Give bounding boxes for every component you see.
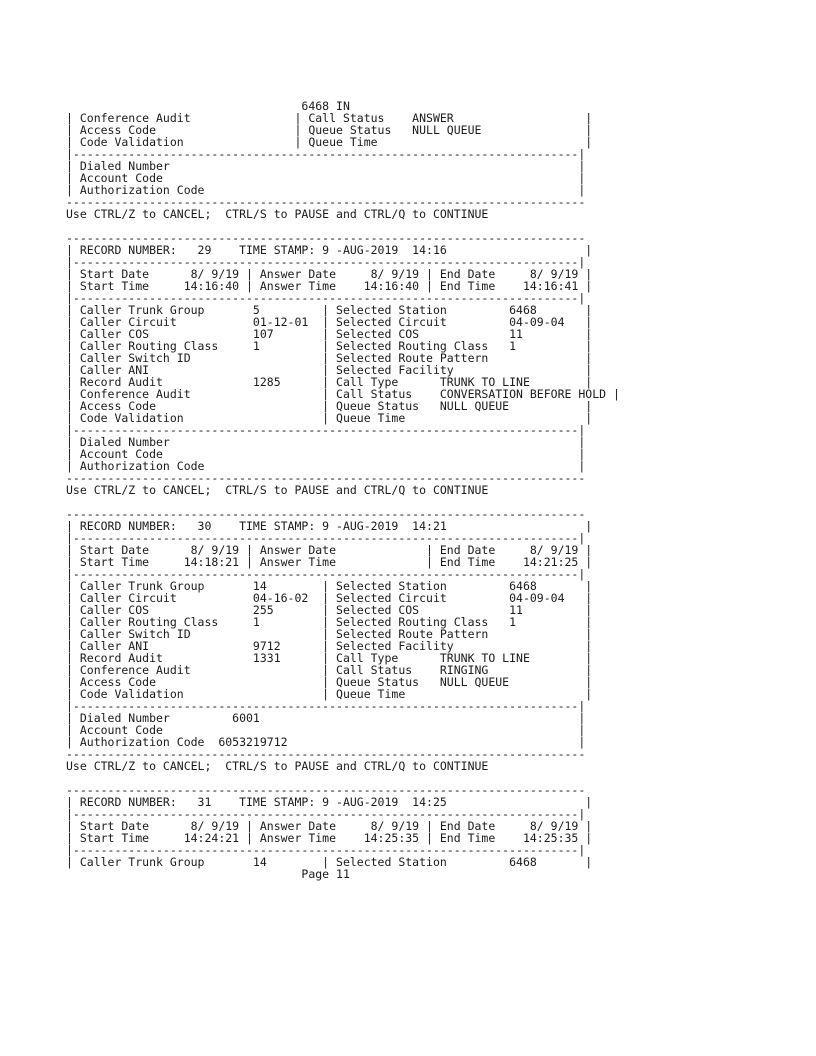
record-line: | Account Code | (66, 447, 586, 461)
record-line: |-------------------------------------------------------------------------| (66, 699, 586, 713)
record-line: | Caller ANI | Selected Facility | (66, 363, 593, 377)
record-line: | Dialed Number | (66, 435, 586, 449)
record-line: | Start Time 14:18:21 | Answer Time | End Time 14:21:25 | (66, 555, 593, 569)
record-line: | Access Code | Queue Status NULL QUEUE | (66, 399, 593, 413)
record-line: --------------------------------------------------------------------------- (66, 471, 586, 485)
record-line: | Caller Trunk Group 14 | Selected Station 6468 | (66, 579, 593, 593)
record-line: | Start Time 14:24:21 | Answer Time 14:25:35 | End Time 14:25:35 | (66, 831, 593, 845)
continue-prompt: Use CTRL/Z to CANCEL; CTRL/S to PAUSE and CTRL/Q to CONTINUE (66, 483, 489, 497)
page-number: Page 11 (66, 867, 350, 881)
fragment-line: 6468 IN (66, 99, 350, 113)
record-30 (66, 508, 766, 760)
record-line: | Caller Routing Class 1 | Selected Routing Class 1 | (66, 615, 593, 629)
record-line: | Access Code | Queue Status NULL QUEUE | (66, 675, 593, 689)
fragment-line: | Dialed Number | (66, 159, 586, 173)
continue-prompt: Use CTRL/Z to CANCEL; CTRL/S to PAUSE and CTRL/Q to CONTINUE (66, 207, 489, 221)
fragment-line: | Account Code | (66, 171, 586, 185)
record-line: | RECORD NUMBER: 31 TIME STAMP: 9 -AUG-2019 14:25 | (66, 795, 593, 809)
record-line: | Caller Trunk Group 14 | Selected Station 6468 | (66, 855, 593, 869)
record-line: |-------------------------------------------------------------------------| (66, 255, 586, 269)
record-line: | Caller COS 107 | Selected COS 11 | (66, 327, 593, 341)
record-line: | Account Code | (66, 723, 586, 737)
record-line: | Conference Audit | Call Status CONVERSATION BEFORE HOLD | (66, 387, 620, 401)
record-line: |-------------------------------------------------------------------------| (66, 843, 586, 857)
record-line: |-------------------------------------------------------------------------| (66, 531, 586, 545)
record-line: | Start Date 8/ 9/19 | Answer Date 8/ 9/19 | End Date 8/ 9/19 | (66, 267, 593, 281)
record-line: | Caller Circuit 04-16-02 | Selected Circuit 04-09-04 | (66, 591, 593, 605)
fragment-line: | Authorization Code | (66, 183, 586, 197)
record-line: | Dialed Number 6001 | (66, 711, 586, 725)
fragment-line: |-------------------------------------------------------------------------| (66, 147, 586, 161)
record-line: | Start Date 8/ 9/19 | Answer Date | End Date 8/ 9/19 | (66, 543, 593, 557)
fragment-line: --------------------------------------------------------------------------- (66, 195, 586, 209)
record-line: | Caller Routing Class 1 | Selected Routing Class 1 | (66, 339, 593, 353)
record-line: |-------------------------------------------------------------------------| (66, 567, 586, 581)
record-line: --------------------------------------------------------------------------- (66, 507, 586, 521)
record-line: | Start Time 14:16:40 | Answer Time 14:16:40 | End Time 14:16:41 | (66, 279, 593, 293)
record-line: | Authorization Code 6053219712 | (66, 735, 586, 749)
record-line: | RECORD NUMBER: 30 TIME STAMP: 9 -AUG-2019 14:21 | (66, 519, 593, 533)
fragment-line: | Code Validation | Queue Time | (66, 135, 593, 149)
record-line: |-------------------------------------------------------------------------| (66, 423, 586, 437)
record-line: | Caller Switch ID | Selected Route Pattern | (66, 351, 593, 365)
continue-prompt: Use CTRL/Z to CANCEL; CTRL/S to PAUSE and CTRL/Q to CONTINUE (66, 759, 489, 773)
record-31 (66, 784, 766, 868)
record-line: | Caller COS 255 | Selected COS 11 | (66, 603, 593, 617)
record-line: | Caller Circuit 01-12-01 | Selected Circuit 04-09-04 | (66, 315, 593, 329)
record-line: --------------------------------------------------------------------------- (66, 231, 586, 245)
record-line: | Code Validation | Queue Time | (66, 411, 593, 425)
record-line: |-------------------------------------------------------------------------| (66, 807, 586, 821)
record-line: | Caller Switch ID | Selected Route Pattern | (66, 627, 593, 641)
record-line: | Conference Audit | Call Status RINGING | (66, 663, 593, 677)
fragment-line: | Conference Audit | Call Status ANSWER | (66, 111, 593, 125)
record-line: | RECORD NUMBER: 29 TIME STAMP: 9 -AUG-2019 14:16 | (66, 243, 593, 257)
printout-page (66, 100, 766, 880)
record-line: --------------------------------------------------------------------------- (66, 783, 586, 797)
record-line: | Start Date 8/ 9/19 | Answer Date 8/ 9/19 | End Date 8/ 9/19 | (66, 819, 593, 833)
record-line: |-------------------------------------------------------------------------| (66, 291, 586, 305)
record-line: --------------------------------------------------------------------------- (66, 747, 586, 761)
record-line: | Caller Trunk Group 5 | Selected Station 6468 | (66, 303, 593, 317)
record-line: | Authorization Code | (66, 459, 586, 473)
record-line: | Record Audit 1285 | Call Type TRUNK TO LINE | (66, 375, 593, 389)
record-line: | Record Audit 1331 | Call Type TRUNK TO LINE | (66, 651, 593, 665)
fragment-line: | Access Code | Queue Status NULL QUEUE | (66, 123, 593, 137)
record-line: | Caller ANI 9712 | Selected Facility | (66, 639, 593, 653)
record-fragment-top (66, 100, 766, 208)
record-29 (66, 232, 766, 484)
record-line: | Code Validation | Queue Time | (66, 687, 593, 701)
